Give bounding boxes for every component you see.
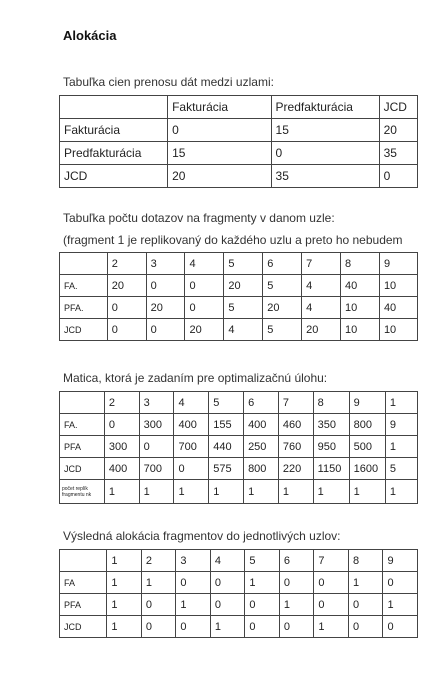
row-header-cell: JCD [60, 458, 105, 480]
transfer-cost-caption: Tabuľka cien prenosu dát medzi uzlami: [63, 75, 274, 89]
table-header-row [60, 392, 418, 414]
table-cell: 20 [379, 119, 417, 142]
table-cell: 1 [107, 572, 142, 594]
table-cell: 40 [341, 275, 380, 297]
table-row [60, 414, 418, 436]
table-cell: 1 [313, 480, 349, 504]
table-cell: 950 [313, 436, 349, 458]
table-cell: 700 [174, 436, 209, 458]
column-header-cell: 8 [341, 253, 380, 275]
table-cell: 0 [185, 297, 224, 319]
table-cell: 1 [244, 480, 279, 504]
table-cell: 1 [385, 436, 417, 458]
row-header-cell: FA [60, 572, 107, 594]
table-cell: 1 [348, 572, 383, 594]
table-header-row [60, 253, 418, 275]
table-row [60, 616, 418, 638]
column-header-cell: 3 [176, 550, 211, 572]
table-cell: 4 [302, 275, 341, 297]
table-row [60, 458, 418, 480]
table-cell: 1 [209, 480, 244, 504]
row-header-cell: PFA [60, 594, 107, 616]
table-cell: 800 [349, 414, 385, 436]
column-header-cell [60, 96, 168, 119]
table-cell: 1 [176, 594, 211, 616]
table-cell: 0 [185, 275, 224, 297]
table-header-row [60, 96, 418, 119]
table-cell: 400 [174, 414, 209, 436]
column-header-cell: 6 [244, 392, 279, 414]
table-cell: 0 [141, 616, 176, 638]
table-row [60, 142, 418, 165]
query-count-table [59, 252, 418, 341]
column-header-cell: 2 [107, 253, 146, 275]
table-cell: 4 [224, 319, 263, 341]
row-header-cell: Predfakturácia [60, 142, 168, 165]
table-cell: 0 [245, 616, 280, 638]
row-header-cell: Fakturácia [60, 119, 168, 142]
table-cell: 5 [263, 275, 302, 297]
table-cell: 1150 [313, 458, 349, 480]
table-cell: 760 [278, 436, 313, 458]
table-cell: 9 [385, 414, 417, 436]
column-header-cell: 4 [185, 253, 224, 275]
allocation-result-table [59, 549, 418, 638]
table-cell: 220 [278, 458, 313, 480]
table-cell: 15 [168, 142, 271, 165]
column-header-cell: 1 [385, 392, 417, 414]
column-header-cell: 9 [349, 392, 385, 414]
table-cell: 0 [168, 119, 271, 142]
column-header-cell: 7 [278, 392, 313, 414]
table-row [60, 119, 418, 142]
table-cell: 35 [379, 142, 417, 165]
column-header-cell [60, 550, 107, 572]
table-cell: 0 [383, 616, 418, 638]
table-cell: 15 [271, 119, 379, 142]
table-cell: 1 [349, 480, 385, 504]
table-cell: 20 [185, 319, 224, 341]
row-header-cell: FA. [60, 414, 105, 436]
table-cell: 1 [245, 572, 280, 594]
table-cell: 0 [146, 319, 185, 341]
column-header-cell [60, 253, 108, 275]
column-header-cell: 2 [141, 550, 176, 572]
table-cell: 1 [210, 616, 245, 638]
table-cell: 1 [383, 594, 418, 616]
table-cell: 1 [104, 480, 139, 504]
table-cell: 400 [104, 458, 139, 480]
table-cell: 0 [271, 142, 379, 165]
table-cell: 0 [139, 436, 174, 458]
table-cell: 0 [176, 572, 211, 594]
table-cell: 300 [104, 436, 139, 458]
table-cell: 0 [146, 275, 185, 297]
row-header-cell: PFA. [60, 297, 108, 319]
row-header-cell: JCD [60, 165, 168, 188]
table-cell: 400 [244, 414, 279, 436]
table-cell: 1 [139, 480, 174, 504]
table-cell: 350 [313, 414, 349, 436]
table-cell: 155 [209, 414, 244, 436]
transfer-cost-table [59, 95, 418, 188]
table-row [60, 165, 418, 188]
column-header-cell: 6 [263, 253, 302, 275]
table-cell: 0 [348, 594, 383, 616]
table-cell: 20 [302, 319, 341, 341]
table-cell: 0 [314, 594, 349, 616]
table-cell: 4 [302, 297, 341, 319]
page-title: Alokácia [63, 28, 117, 43]
table-cell: 300 [139, 414, 174, 436]
table-row [60, 436, 418, 458]
column-header-cell: 1 [107, 550, 142, 572]
table-cell: 5 [263, 319, 302, 341]
table-cell: 20 [146, 297, 185, 319]
column-header-cell: 2 [104, 392, 139, 414]
table-cell: 0 [174, 458, 209, 480]
table-row [60, 297, 418, 319]
column-header-cell: 9 [379, 253, 417, 275]
table-row [60, 594, 418, 616]
table-cell: 20 [107, 275, 146, 297]
table-cell: 0 [348, 616, 383, 638]
column-header-cell: 5 [224, 253, 263, 275]
column-header-cell: 7 [302, 253, 341, 275]
table-cell: 0 [279, 616, 314, 638]
table-cell: 0 [210, 594, 245, 616]
table-cell: 700 [139, 458, 174, 480]
table-cell: 0 [141, 594, 176, 616]
row-header-cell: FA. [60, 275, 108, 297]
table-cell: 0 [104, 414, 139, 436]
table-cell: 35 [271, 165, 379, 188]
table-row [60, 275, 418, 297]
table-cell: 0 [107, 319, 146, 341]
allocation-caption: Výsledná alokácia fragmentov do jednotlivých uzlov: [63, 529, 341, 543]
table-cell: 20 [263, 297, 302, 319]
table-row [60, 319, 418, 341]
table-cell: 0 [245, 594, 280, 616]
column-header-cell: 8 [348, 550, 383, 572]
table-cell: 0 [107, 297, 146, 319]
table-cell: 575 [209, 458, 244, 480]
table-cell: 1 [385, 480, 417, 504]
table-cell: 1 [279, 594, 314, 616]
table-cell: 40 [379, 297, 417, 319]
table-cell: 1 [314, 616, 349, 638]
column-header-cell: JCD [379, 96, 417, 119]
table-cell: 0 [210, 572, 245, 594]
column-header-cell: Predfakturácia [271, 96, 379, 119]
table-cell: 0 [314, 572, 349, 594]
table-cell: 500 [349, 436, 385, 458]
table-cell: 0 [279, 572, 314, 594]
column-header-cell: 8 [313, 392, 349, 414]
table-cell: 10 [379, 319, 417, 341]
table-cell: 0 [383, 572, 418, 594]
table-row [60, 480, 418, 504]
column-header-cell: 3 [139, 392, 174, 414]
row-header-cell: JCD [60, 616, 107, 638]
table-cell: 800 [244, 458, 279, 480]
table-cell: 0 [176, 616, 211, 638]
column-header-cell: 9 [383, 550, 418, 572]
column-header-cell: 6 [279, 550, 314, 572]
column-header-cell: 5 [245, 550, 280, 572]
table-cell: 1600 [349, 458, 385, 480]
table-cell: 1 [107, 594, 142, 616]
table-cell: 20 [224, 275, 263, 297]
table-cell: 10 [379, 275, 417, 297]
table-cell: 5 [385, 458, 417, 480]
table-row [60, 572, 418, 594]
row-header-cell: PFA [60, 436, 105, 458]
table-cell: 10 [341, 319, 380, 341]
table-cell: 10 [341, 297, 380, 319]
column-header-cell: Fakturácia [168, 96, 271, 119]
table-cell: 460 [278, 414, 313, 436]
table-cell: 1 [278, 480, 313, 504]
table-cell: 1 [107, 616, 142, 638]
table-cell: 5 [224, 297, 263, 319]
optimization-matrix-table [59, 391, 418, 504]
column-header-cell: 7 [314, 550, 349, 572]
table-cell: 1 [174, 480, 209, 504]
column-header-cell [60, 392, 105, 414]
table-cell: 20 [168, 165, 271, 188]
column-header-cell: 4 [174, 392, 209, 414]
matrix-caption: Matica, ktorá je zadaním pre optimalizačnú úlohu: [63, 371, 328, 385]
table-cell: 440 [209, 436, 244, 458]
table-cell: 0 [379, 165, 417, 188]
column-header-cell: 3 [146, 253, 185, 275]
row-header-cell: počet replík fragmentu nk [60, 480, 105, 504]
row-header-cell: JCD [60, 319, 108, 341]
column-header-cell: 5 [209, 392, 244, 414]
table-cell: 1 [141, 572, 176, 594]
table-cell: 250 [244, 436, 279, 458]
table-header-row [60, 550, 418, 572]
query-count-note: (fragment 1 je replikovaný do každého uzlu a preto ho nebudem [63, 233, 403, 247]
query-count-caption: Tabuľka počtu dotazov na fragmenty v danom uzle: [63, 211, 335, 225]
column-header-cell: 4 [210, 550, 245, 572]
